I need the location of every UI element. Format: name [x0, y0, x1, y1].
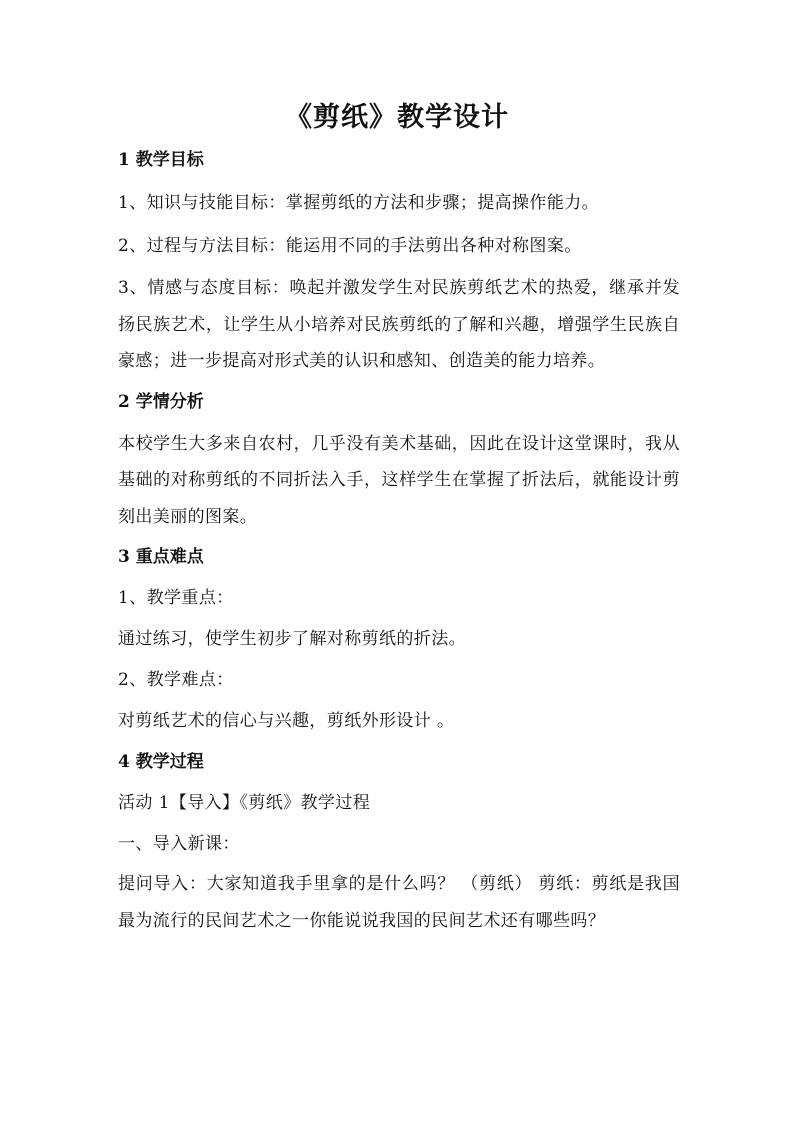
step-title: 一、导入新课：	[118, 834, 240, 854]
objective-knowledge: 1、知识与技能目标：掌握剪纸的方法和步骤；提高操作能力。	[118, 193, 600, 213]
process-text: 提问导入：大家知道我手里拿的是什么吗？ （剪纸） 剪纸：剪纸是我国最为流行的民间艺术之一你能说说我国的民间艺术还有哪些吗？	[118, 874, 680, 931]
difficulty-text: 对剪纸艺术的信心与兴趣，剪纸外形设计 。	[118, 711, 455, 731]
section-heading-key-points: 3 重点难点	[118, 547, 204, 567]
section-heading-process: 4 教学过程	[118, 752, 204, 772]
section-heading-analysis: 2 学情分析	[118, 391, 204, 412]
objective-process: 2、过程与方法目标：能运用不同的手法剪出各种对称图案。	[118, 236, 582, 256]
document-title: 《剪纸》教学设计	[285, 102, 509, 133]
objective-emotion: 3、情感与态度目标：唤起并激发学生对民族剪纸艺术的热爱，继承并发扬民族艺术，让学生从小培养对民族剪纸的了解和兴趣，增强学生民族自豪感；进一步提高对形式美的认识和感知、创造美的能力培养。	[118, 278, 680, 371]
activity-title: 活动 1【导入】《剪纸》教学过程	[118, 793, 371, 813]
focus-text: 通过练习，使学生初步了解对称剪纸的折法。	[118, 629, 466, 649]
document-body	[118, 141, 680, 939]
section-heading-objectives: 1 教学目标	[118, 150, 204, 170]
analysis-text: 本校学生大多来自农村，几乎没有美术基础，因此在设计这堂课时，我从基础的对称剪纸的不同折法入手，这样学生在掌握了折法后，就能设计剪刻出美丽的图案。	[118, 433, 680, 527]
difficulty-label: 2、教学难点：	[118, 670, 234, 690]
focus-label: 1、教学重点：	[118, 588, 234, 608]
